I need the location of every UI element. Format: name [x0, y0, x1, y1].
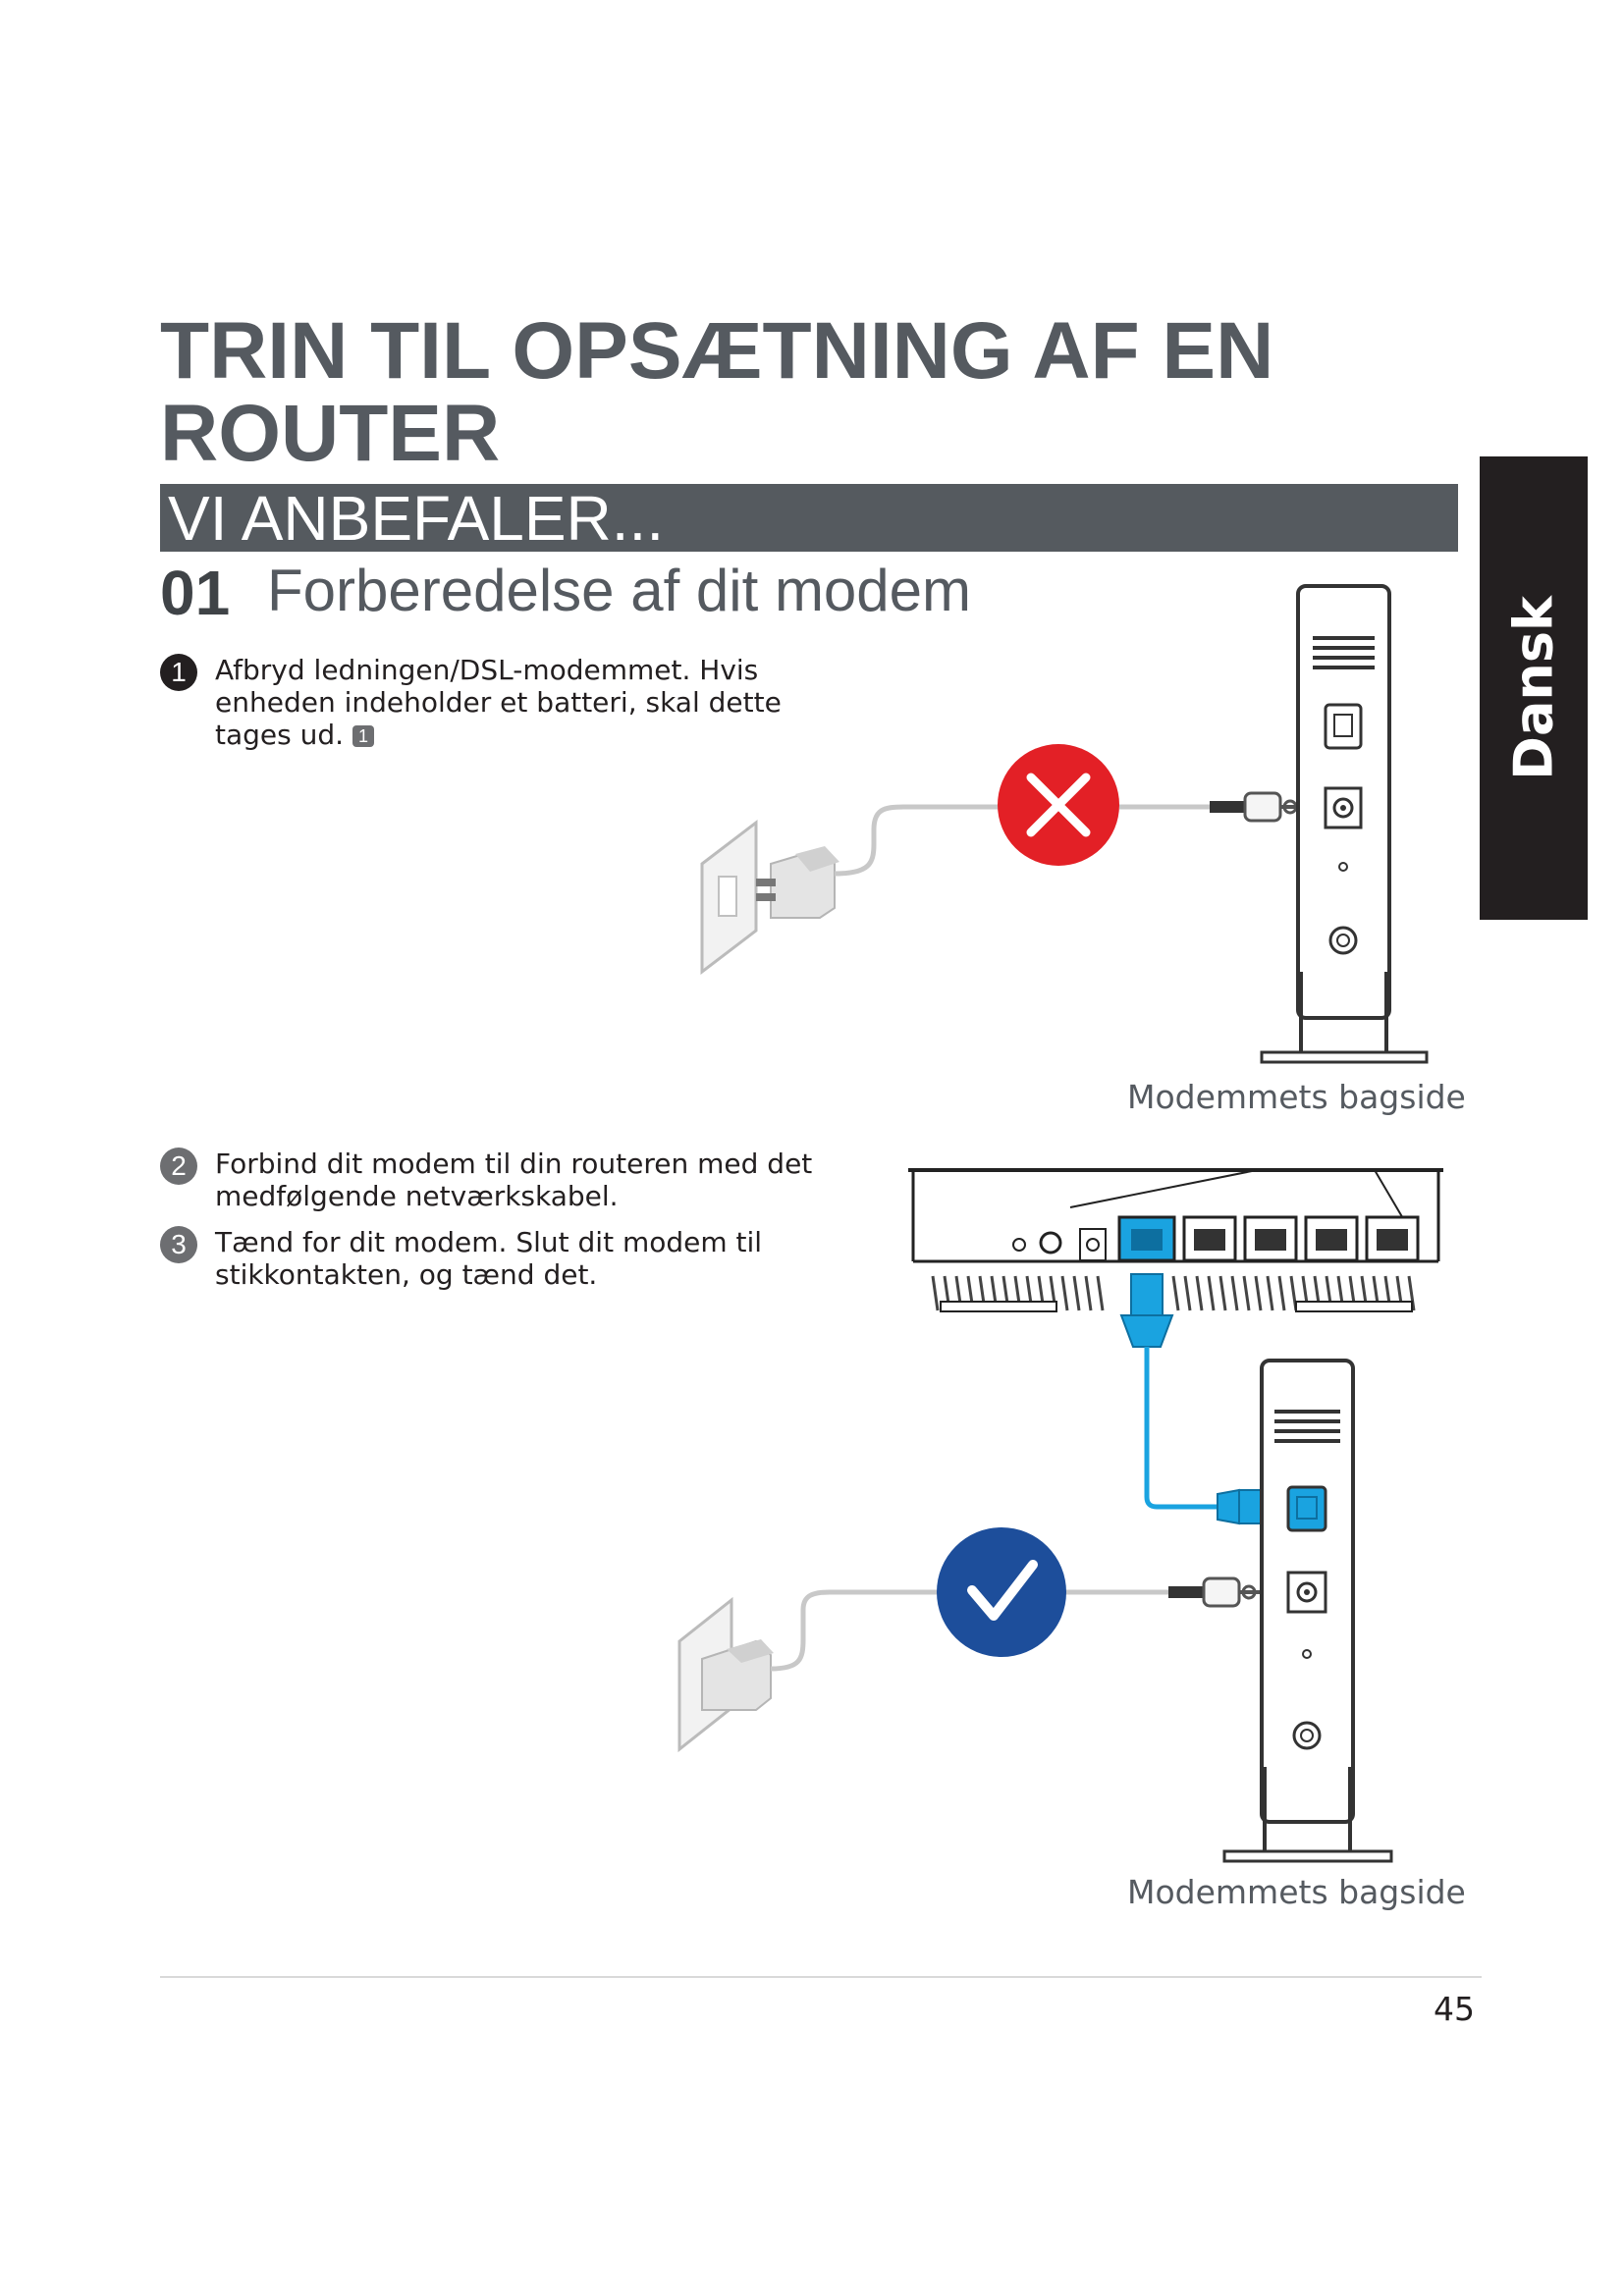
- page-number: 45: [1434, 1990, 1475, 2028]
- ethernet-cable-icon: [1121, 1274, 1271, 1523]
- dc-plug-icon: [1168, 1578, 1269, 1606]
- footer-divider: [160, 1976, 1482, 1978]
- inline-step-badge: 1: [352, 725, 374, 747]
- modem-caption-top: Modemmets bagside: [1127, 1078, 1466, 1116]
- instruction-2-badge: 2: [160, 1148, 197, 1185]
- wall-outlet-icon: [702, 823, 756, 972]
- disconnect-error-icon: [998, 744, 1119, 866]
- instruction-3-line: stikkontakten, og tænd det.: [215, 1258, 598, 1291]
- modem-back-icon: [1224, 1361, 1391, 1861]
- instruction-1-badge: 1: [160, 654, 197, 691]
- page-title-line-1: TRIN TIL OPSÆTNING AF EN: [160, 306, 1274, 396]
- dc-plug-icon: [1210, 793, 1311, 821]
- language-tab-label: Dansk: [1502, 596, 1565, 780]
- instruction-2-line: Forbind dit modem til din routeren med det: [215, 1148, 813, 1180]
- step-number: 01: [160, 558, 231, 628]
- instruction-1-line: enheden indeholder et batteri, skal dette: [215, 686, 782, 719]
- instruction-3-line: Tænd for dit modem. Slut dit modem til: [215, 1226, 763, 1258]
- page-title-line-2: ROUTER: [160, 389, 501, 478]
- step-title: Forberedelse af dit modem: [267, 558, 972, 623]
- modem-caption-bottom: Modemmets bagside: [1127, 1873, 1466, 1911]
- modem-back-icon: [1262, 586, 1427, 1062]
- connected-check-icon: [937, 1527, 1066, 1657]
- instruction-3-badge: 3: [160, 1226, 197, 1263]
- instruction-1-line: Afbryd ledningen/DSL-modemmet. Hvis: [215, 654, 759, 686]
- banner-text: VI ANBEFALER...: [168, 483, 665, 554]
- instruction-1-line: tages ud. 1: [215, 719, 782, 751]
- router-back-icon: [908, 1170, 1443, 1311]
- power-adapter-icon: [756, 846, 839, 918]
- instruction-2-line: medfølgende netværkskabel.: [215, 1180, 619, 1212]
